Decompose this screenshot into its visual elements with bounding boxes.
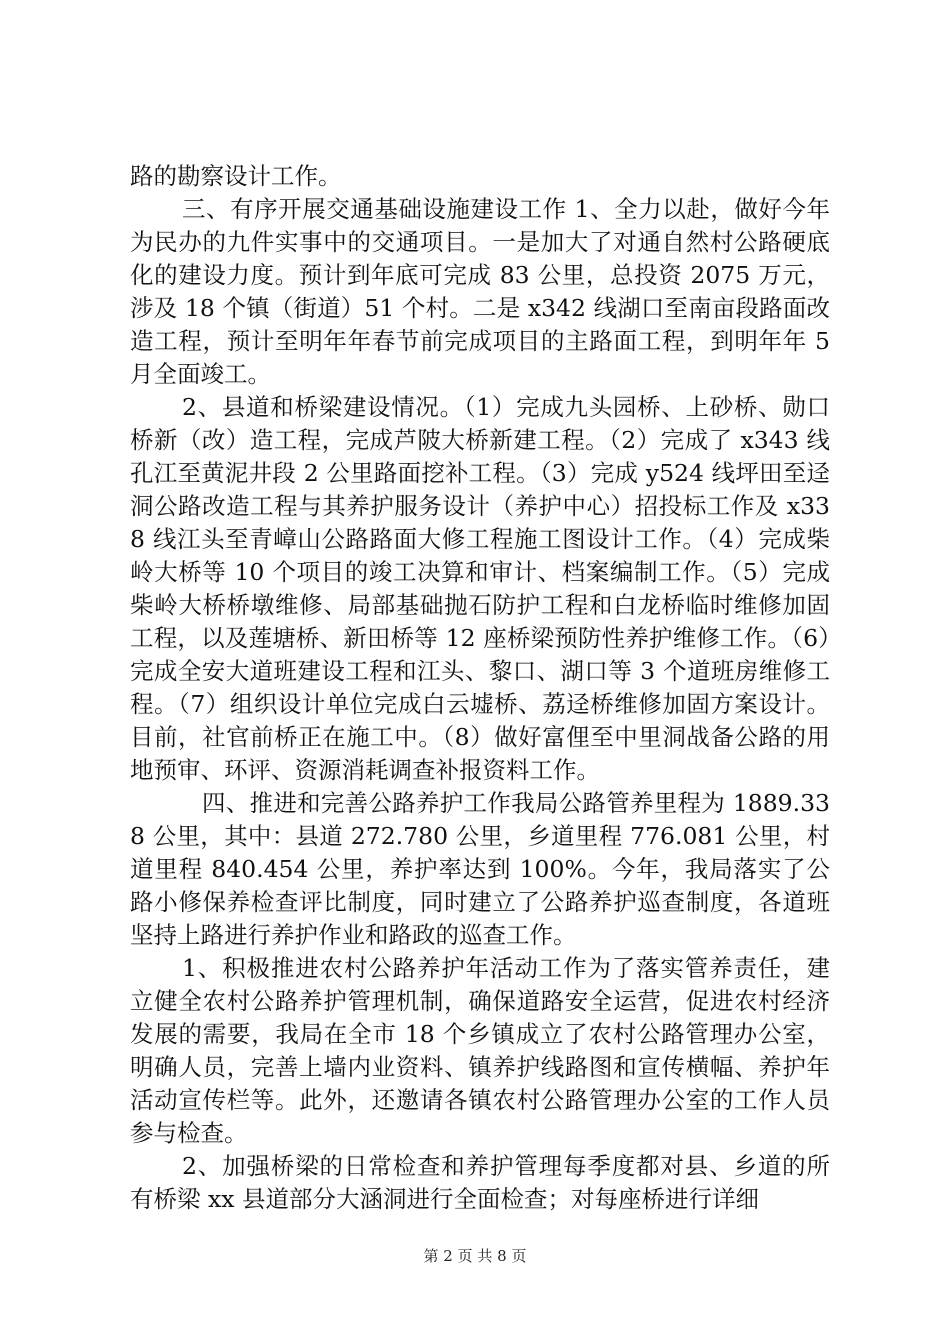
paragraph-road-bridge-construction: 2、县道和桥梁建设情况。（1）完成九头园桥、上砂桥、勋口桥新（改）造工程，完成芦陂大桥新建工程。（2）完成了 x343 线孔江至黄泥井段 2 公里路面挖补工程。（3）完成 y524 线坪田至迳洞公路改造工程与其养护服务设计（养护中心）招投标工作及 x338 线江头至青嶂山公路路面大修工程施工图设计工作。（4）完成柴岭大桥等 10 个项目的竣工决算和审计、档案编制工作。（5）完成柴岭大桥桥墩维修、局部基础抛石防护工程和白龙桥临时维修加固工程，以及莲塘桥、新田桥等 12 座桥梁预防性养护维修工作。（6）完成全安大道班建设工程和江头、黎口、湖口等 3 个道班房维修工程。（7）组织设计单位完成白云墟桥、荔迳桥维修加固方案设计。目前，社官前桥正在施工中。（8）做好富俚至中里洞战备公路的用地预审、环评、资源消耗调查补报资料工作。	[130, 393, 830, 784]
paragraph-section-three: 三、有序开展交通基础设施建设工作 1、全力以赴，做好今年为民办的九件实事中的交通项目。一是加大了对通自然村公路硬底化的建设力度。预计到年底可完成 83 公里，总投资 2075 万元，涉及 18 个镇（街道）51 个村。二是 x342 线湖口至南亩段路面改造工程，预计至明年年春节前完成项目的主路面工程，到明年年 5 月全面竣工。	[130, 195, 830, 388]
paragraph-rural-road-maintenance: 1、积极推进农村公路养护年活动工作为了落实管养责任，建立健全农村公路养护管理机制，确保道路安全运营，促进农村经济发展的需要，我局在全市 18 个乡镇成立了农村公路管理办公室，明确人员，完善上墙内业资料、镇养护线路图和宣传横幅、养护年活动宣传栏等。此外，还邀请各镇农村公路管理办公室的工作人员参与检查。	[130, 954, 830, 1147]
paragraph-section-four: 四、推进和完善公路养护工作我局公路管养里程为 1889.338 公里，其中：县道 272.780 公里，乡道里程 776.081 公里，村道里程 840.454 公里，养护率达到 100%。今年，我局落实了公路小修保养检查评比制度，同时建立了公路养护巡查制度，各道班坚持上路进行养护作业和路政的巡查工作。	[130, 789, 830, 949]
document-body	[130, 160, 830, 1216]
page-number-footer: 第 2 页 共 8 页	[423, 1247, 527, 1265]
paragraph-continuation: 路的勘察设计工作。	[130, 162, 342, 190]
paragraph-bridge-inspection: 2、加强桥梁的日常检查和养护管理每季度都对县、乡道的所有桥梁 xx 县道部分大涵洞进行全面检查；对每座桥进行详细	[130, 1152, 830, 1213]
